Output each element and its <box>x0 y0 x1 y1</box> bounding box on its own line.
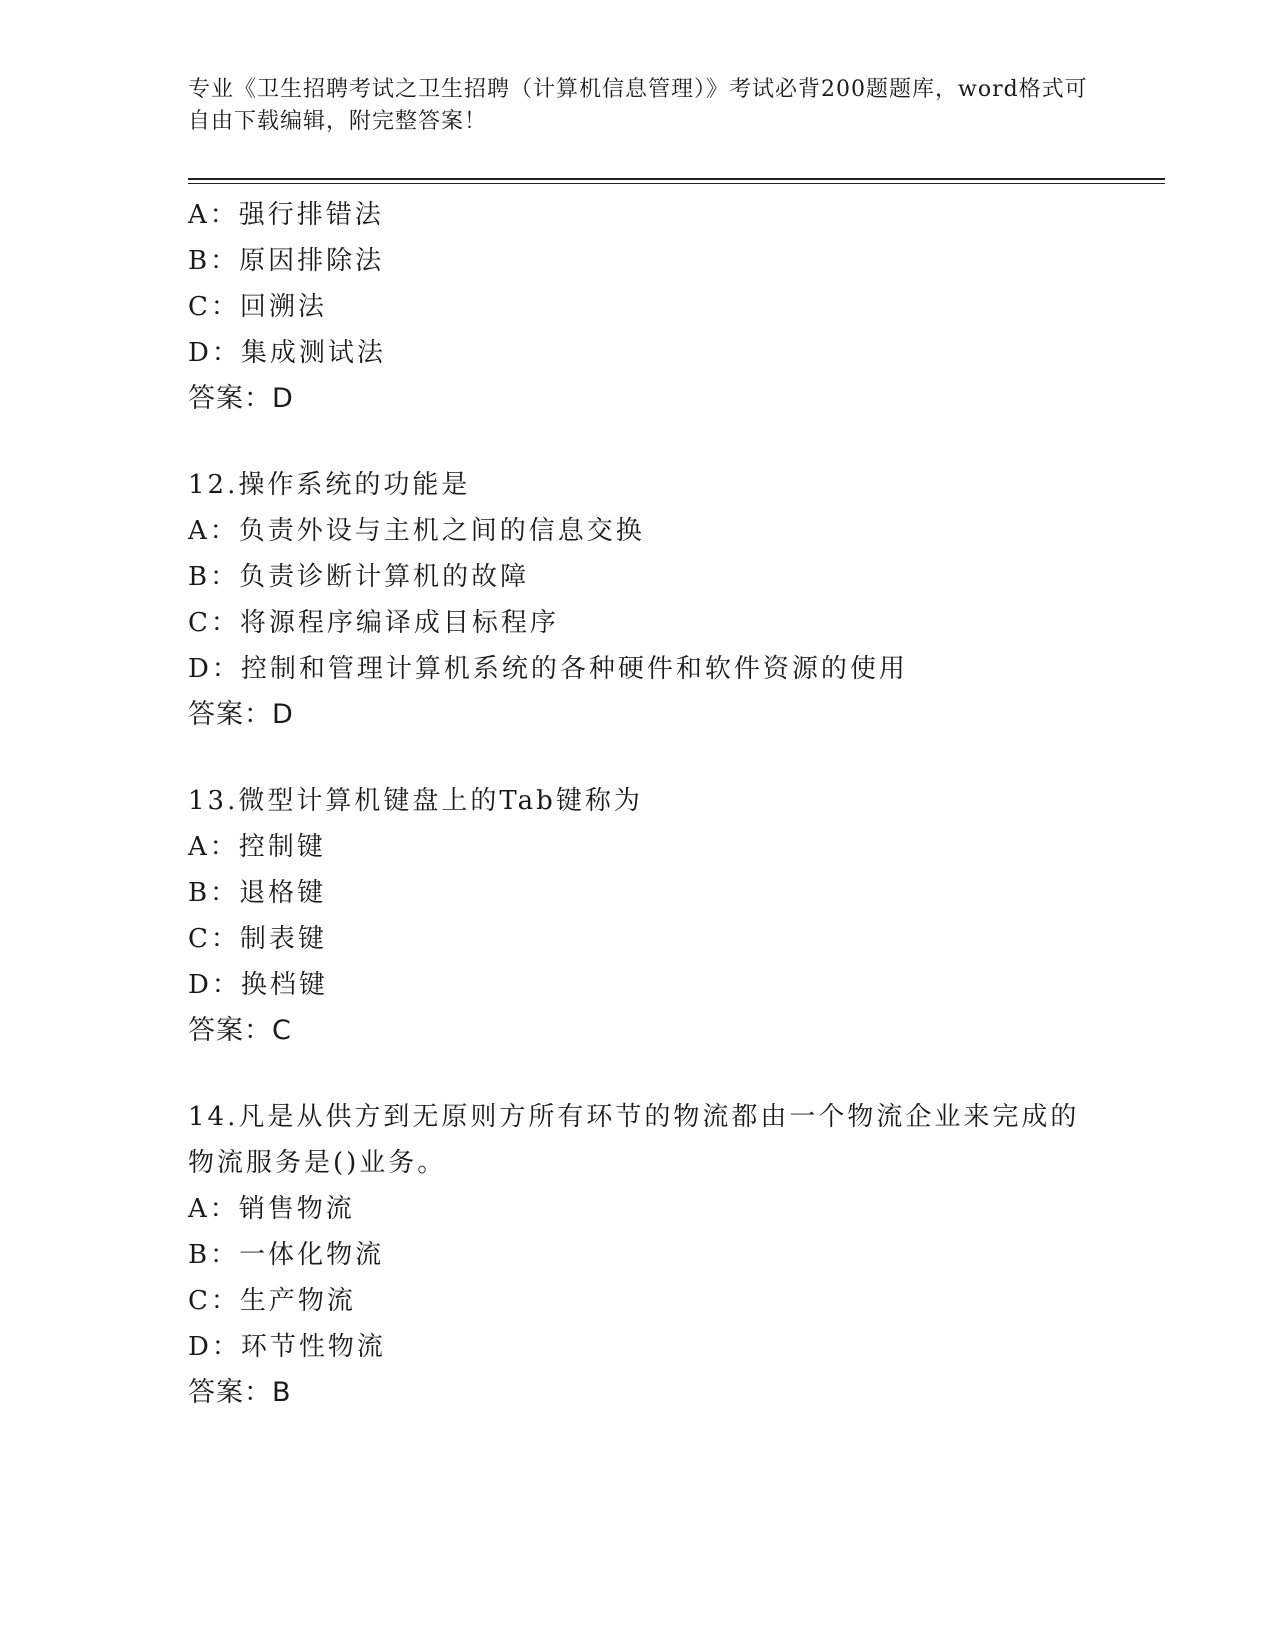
question-block <box>188 462 1108 738</box>
question-block <box>188 192 1108 422</box>
option-b: B：退格键 <box>188 878 327 908</box>
header-note: 专业《卫生招聘考试之卫生招聘（计算机信息管理）》考试必背200题题库，word格式可自由下载编辑，附完整答案！ <box>188 77 1088 134</box>
answer-line: 答案：B <box>188 1377 292 1408</box>
question-stem: 12.操作系统的功能是 <box>188 470 471 500</box>
answer-line: 答案：C <box>188 1015 292 1046</box>
option-c: C：制表键 <box>188 924 327 954</box>
option-b: B：原因排除法 <box>188 246 385 276</box>
option-d: D：控制和管理计算机系统的各种硬件和软件资源的使用 <box>188 654 908 684</box>
question-stem: 14.凡是从供方到无原则方所有环节的物流都由一个物流企业来完成的物流服务是()业务。 <box>188 1102 1080 1178</box>
option-a: A：强行排错法 <box>188 200 384 230</box>
option-b: B：负责诊断计算机的故障 <box>188 562 530 592</box>
question-block <box>188 1094 1108 1416</box>
option-a: A：销售物流 <box>188 1194 355 1224</box>
option-c: C：回溯法 <box>188 292 327 322</box>
header-divider-thin <box>188 183 1165 184</box>
option-d: D：环节性物流 <box>188 1332 386 1362</box>
question-block <box>188 778 1108 1054</box>
option-c: C：生产物流 <box>188 1286 356 1316</box>
option-a: A：负责外设与主机之间的信息交换 <box>188 516 645 546</box>
header-divider <box>188 178 1165 180</box>
option-a: A：控制键 <box>188 832 326 862</box>
option-c: C：将源程序编译成目标程序 <box>188 608 559 638</box>
option-d: D：换档键 <box>188 970 328 1000</box>
question-stem: 13.微型计算机键盘上的Tab键称为 <box>188 786 643 816</box>
answer-line: 答案：D <box>188 699 294 730</box>
question-list <box>188 192 1108 1456</box>
option-d: D：集成测试法 <box>188 338 386 368</box>
option-b: B：一体化物流 <box>188 1240 385 1270</box>
answer-line: 答案：D <box>188 383 294 414</box>
